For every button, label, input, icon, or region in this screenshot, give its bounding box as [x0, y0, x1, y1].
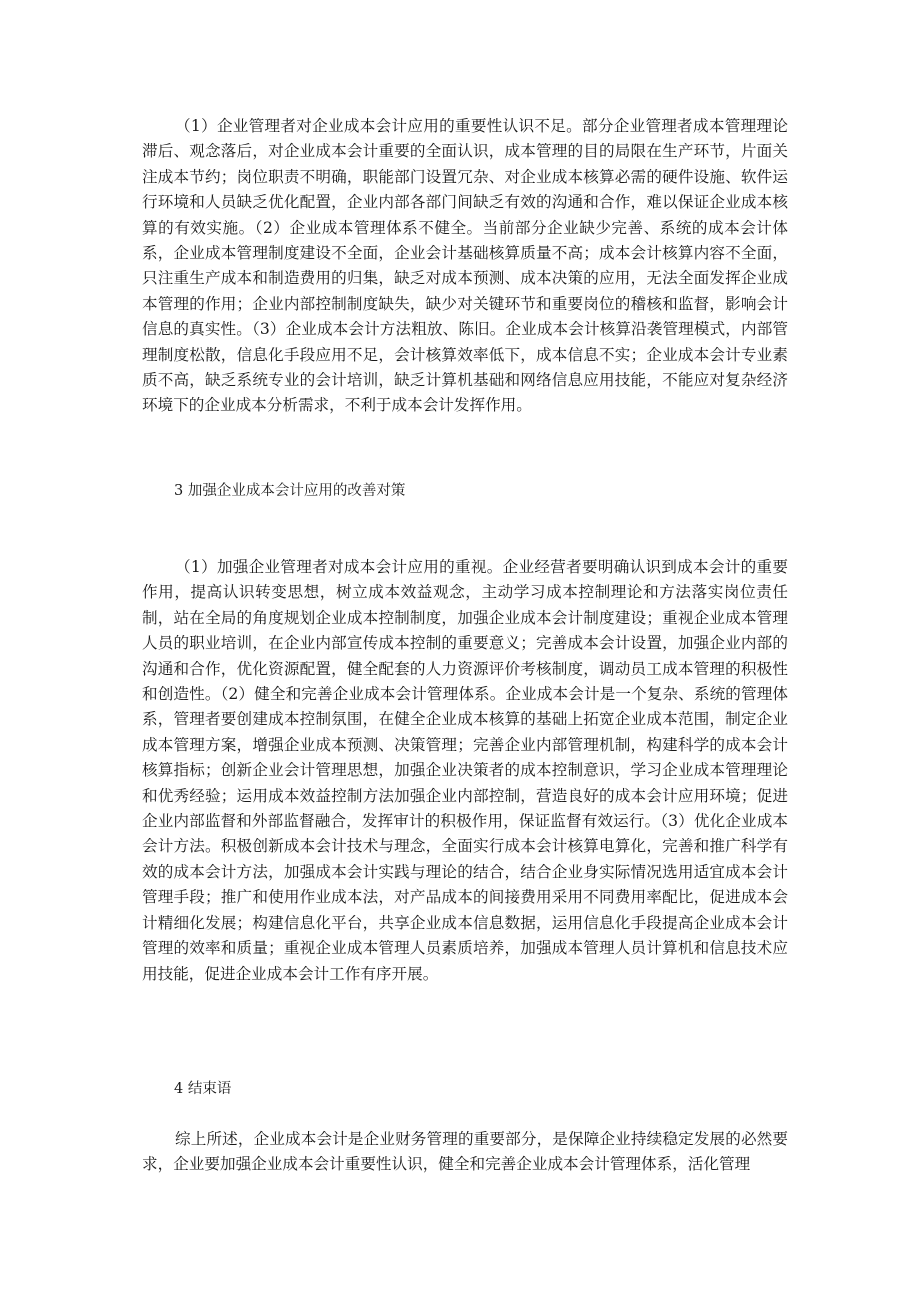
body-paragraph-3: 综上所述，企业成本会计是企业财务管理的重要部分，是保障企业持续稳定发展的必然要求，企业要加强企业成本会计重要性认识，健全和完善企业成本会计管理体系，活化管理	[142, 1130, 788, 1174]
section-heading-4: 4 结束语	[174, 1081, 232, 1097]
body-paragraph-1: （1）企业管理者对企业成本会计应用的重要性认识不足。部分企业管理者成本管理理论滞后、观念落后，对企业成本会计重要的全面认识，成本管理的目的局限在生产环节，片面关注成本节约；岗位职责不明确，职能部门设置冗杂、对企业成本核算必需的硬件设施、软件运行环境和人员缺乏优化配置，企业内部各部门间缺乏有效的沟通和合作，难以保证企业成本核算的有效实施。（2）企业成本管理体系不健全。当前部分企业缺少完善、系统的成本会计体系，企业成本管理制度建设不全面，企业会计基础核算质量不高；成本会计核算内容不全面，只注重生产成本和制造费用的归集，缺乏对成本预测、成本决策的应用，无法全面发挥企业成本管理的作用；企业内部控制制度缺失，缺少对关键环节和重要岗位的稽核和监督，影响会计信息的真实性。（3）企业成本会计方法粗放、陈旧。企业成本会计核算沿袭管理模式，内部管理制度松散，信息化手段应用不足，会计核算效率低下，成本信息不实；企业成本会计专业素质不高，缺乏系统专业的会计培训，缺乏计算机基础和网络信息应用技能，不能应对复杂经济环境下的企业成本分析需求，不利于成本会计发挥作用。	[142, 117, 788, 415]
body-paragraph-2: （1）加强企业管理者对成本会计应用的重视。企业经营者要明确认识到成本会计的重要作用，提高认识转变思想，树立成本效益观念，主动学习成本控制理论和方法落实岗位责任制，站在全局的角度规划企业成本控制制度，加强企业成本会计制度建设；重视企业成本管理人员的职业培训，在企业内部宣传成本控制的重要意义；完善成本会计设置，加强企业内部的沟通和合作，优化资源配置，健全配套的人力资源评价考核制度，调动员工成本管理的积极性和创造性。（2）健全和完善企业成本会计管理体系。企业成本会计是一个复杂、系统的管理体系，管理者要创建成本控制氛围，在健全企业成本核算的基础上拓宽企业成本范围，制定企业成本管理方案，增强企业成本预测、决策管理；完善企业内部管理机制，构建科学的成本会计核算指标；创新企业会计管理思想，加强企业决策者的成本控制意识，学习企业成本管理理论和优秀经验；运用成本效益控制方法加强企业内部控制，营造良好的成本会计应用环境；促进企业内部监督和外部监督融合，发挥审计的积极作用，保证监督有效运行。（3）优化企业成本会计方法。积极创新成本会计技术与理念，全面实行成本会计核算电算化，完善和推广科学有效的成本会计方法，加强成本会计实践与理论的结合，结合企业身实际情况选用适宜成本会计管理手段；推广和使用作业成本法，对产品成本的间接费用采用不同费用率配比，促进成本会计精细化发展；构建信息化平台，共享企业成本信息数据，运用信息化手段提高企业成本会计管理的效率和质量；重视企业成本管理人员素质培养，加强成本管理人员计算机和信息技术应用技能，促进企业成本会计工作有序开展。	[142, 558, 788, 983]
section-heading-3: 3 加强企业成本会计应用的改善对策	[174, 483, 406, 499]
